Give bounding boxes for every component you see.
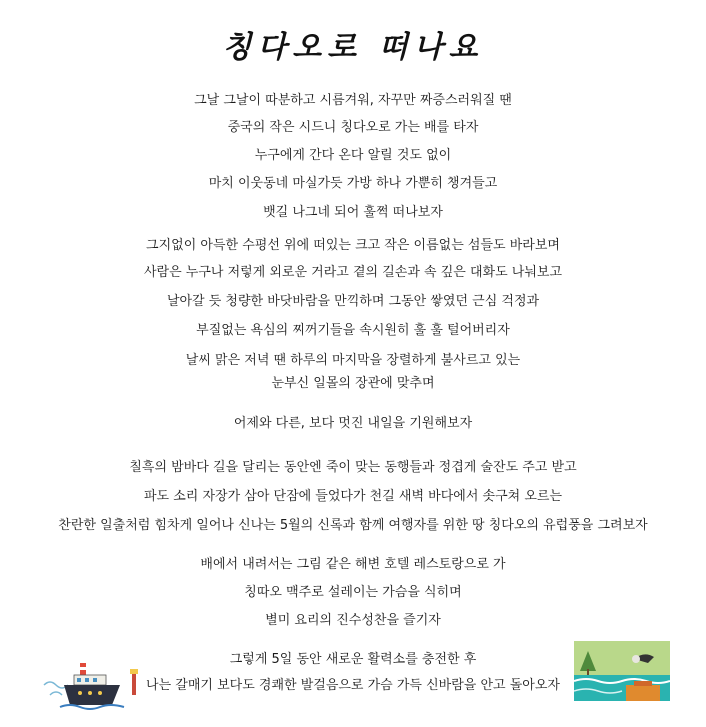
- poem-line: 누구에게 간다 온다 알릴 것도 없이: [254, 148, 452, 163]
- poem-line: 그날 그날이 따분하고 시름겨워, 자꾸만 짜증스러워질 땐: [194, 93, 512, 108]
- poem-line: 별미 요리의 진수성찬을 즐기자: [265, 613, 441, 628]
- poem-line: 사람은 누구나 저렇게 외로운 거라고 곁의 길손과 속 깊은 대화도 나눠보고: [143, 265, 563, 280]
- poem-line: 눈부신 일몰의 장관에 맞추며: [271, 376, 435, 391]
- poem-line: 배에서 내려서는 그림 같은 해변 호텔 레스토랑으로 가: [200, 557, 506, 572]
- ship-icon: [40, 655, 150, 715]
- poem-line: 칭따오 맥주로 설레이는 가슴을 식히며: [244, 585, 462, 600]
- poem-line: 날씨 맑은 저녁 땐 하루의 마지막을 장렬하게 불사르고 있는: [185, 353, 521, 368]
- poem-line: 부질없는 욕심의 찌꺼기들을 속시원히 훌 훌 털어버리자: [196, 323, 510, 338]
- poem-line: 마치 이웃동네 마실가듯 가방 하나 가뿐히 챙겨들고: [208, 176, 498, 191]
- poem-title: 칭다오로 떠나요: [222, 30, 484, 65]
- poem-line: 뱃길 나그네 되어 훌쩍 떠나보자: [263, 205, 443, 220]
- poem-line: 그렇게 5일 동안 새로운 활력소를 충전한 후: [229, 652, 477, 667]
- poem-line: 어제와 다른, 보다 멋진 내일을 기원해보자: [233, 416, 473, 431]
- beach-picture: [574, 641, 670, 701]
- poem-line: 찬란한 일출처럼 힘차게 일어나 신나는 5월의 신록과 함께 여행자를 위한 땅 칭다오의 유럽풍을 그려보자: [58, 518, 648, 533]
- poem-line: 칠흑의 밤바다 길을 달리는 동안엔 죽이 맞는 동행들과 정겹게 술잔도 주고 받고: [129, 460, 577, 475]
- poem-line: 중국의 작은 시드니 칭다오로 가는 배를 타자: [227, 120, 479, 135]
- poem-line: 날아갈 듯 청량한 바닷바람을 만끽하며 그동안 쌓였던 근심 걱정과: [166, 294, 540, 309]
- poem-line: 나는 갈매기 보다도 경쾌한 발걸음으로 가슴 가득 신바람을 안고 돌아오자: [146, 678, 560, 693]
- poem-line: 파도 소리 자장가 삼아 단잠에 들었다가 천길 새벽 바다에서 솟구쳐 오르는: [143, 489, 563, 504]
- poem-line: 그지없이 아득한 수평선 위에 떠있는 크고 작은 이름없는 섬들도 바라보며: [146, 238, 560, 253]
